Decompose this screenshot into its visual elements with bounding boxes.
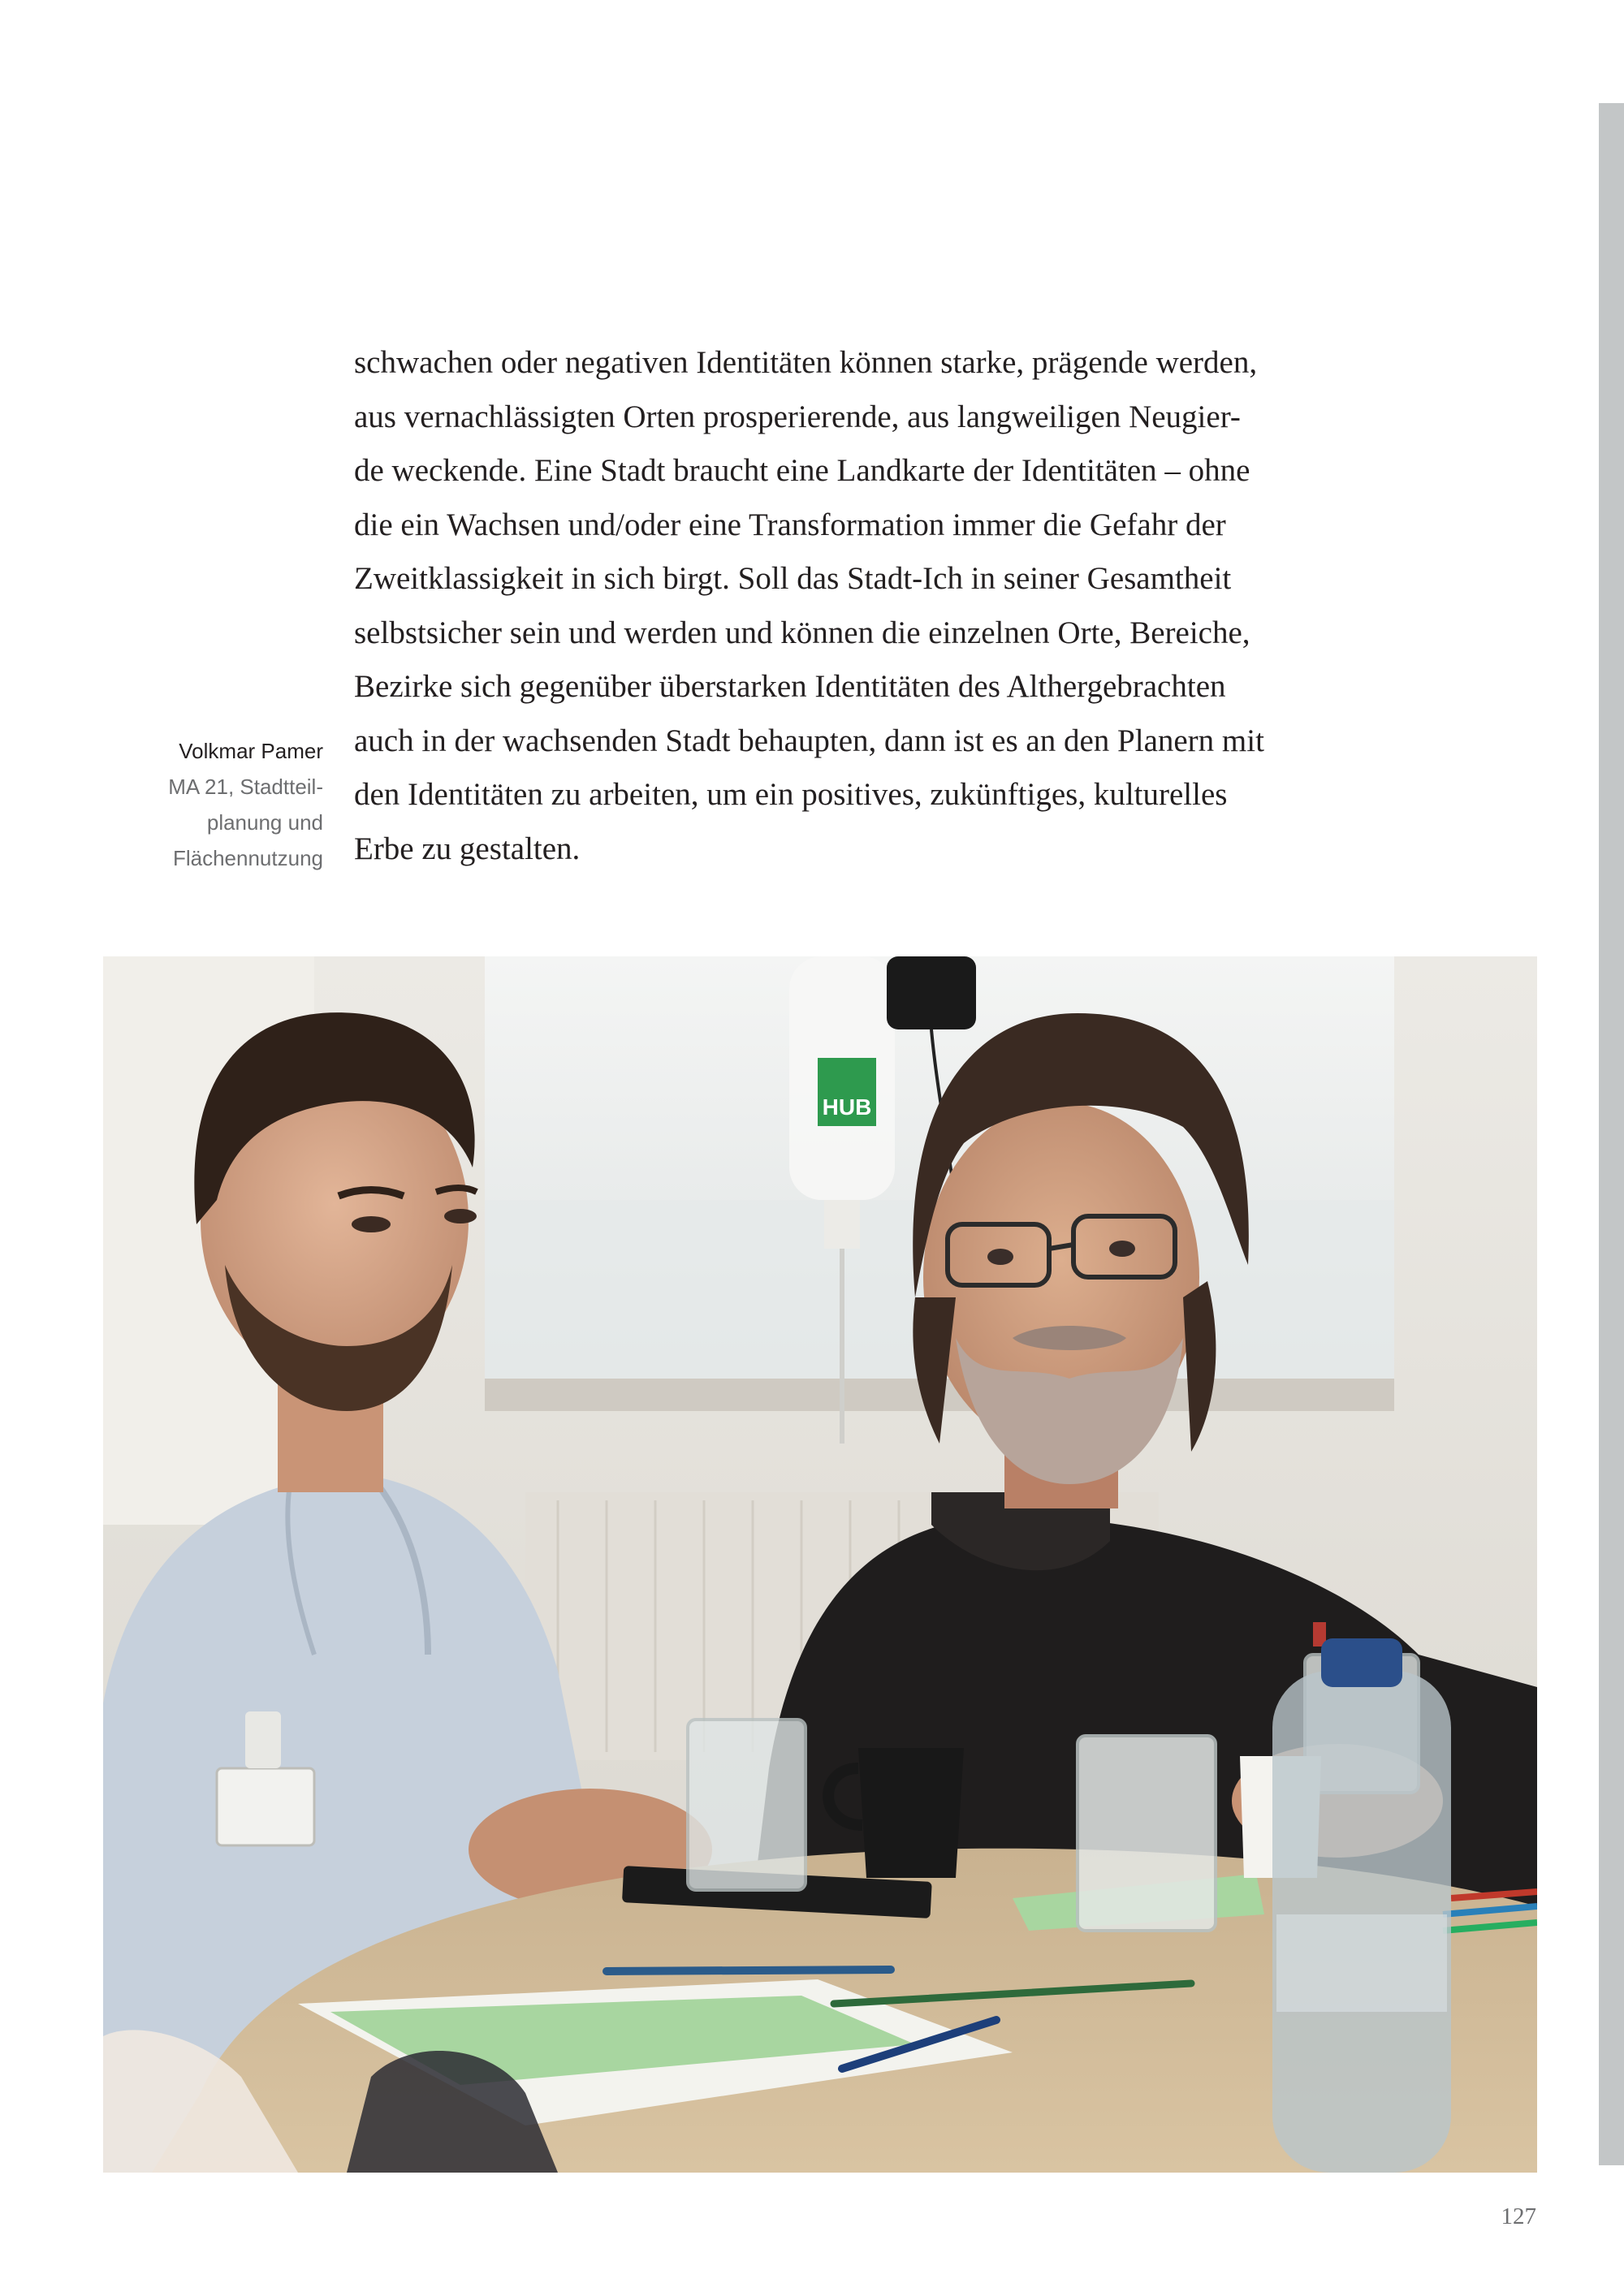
body-paragraph <box>354 336 1328 876</box>
speaker-role-line: planung und <box>206 810 323 835</box>
body-line: Erbe zu gestalten. <box>354 831 581 866</box>
body-line: de weckende. Eine Stadt braucht eine Landkarte der Identitäten – ohne <box>354 453 1250 488</box>
speaker-caption <box>168 733 323 876</box>
page-number: 127 <box>1501 2203 1536 2229</box>
body-line: schwachen oder negativen Identitäten können starke, prägende werden, <box>354 345 1258 380</box>
body-line: Zweitklassigkeit in sich birgt. Soll das Stadt-Ich in seiner Gesamtheit <box>354 561 1232 596</box>
workshop-photo <box>103 956 1537 2173</box>
speaker-role-line: Flächennutzung <box>172 846 323 870</box>
body-line: Bezirke sich gegenüber überstarken Identitäten des Althergebrachten <box>354 669 1226 704</box>
body-line: selbstsicher sein und werden und können die einzelnen Orte, Bereiche, <box>354 615 1250 650</box>
body-line: aus vernachlässigten Orten prosperierende, aus langweiligen Neugier- <box>354 399 1241 434</box>
page-edge-bar <box>1599 103 1624 2165</box>
body-line: die ein Wachsen und/oder eine Transformation immer die Gefahr der <box>354 507 1226 542</box>
body-line: den Identitäten zu arbeiten, um ein positives, zukünftiges, kulturelles <box>354 777 1228 812</box>
hub-sign-text: HUB <box>822 1094 872 1120</box>
body-line: auch in der wachsenden Stadt behaupten, dann ist es an den Planern mit <box>354 723 1264 758</box>
speaker-role-line: MA 21, Stadtteil- <box>168 775 323 799</box>
speaker-name: Volkmar Pamer <box>179 739 323 763</box>
